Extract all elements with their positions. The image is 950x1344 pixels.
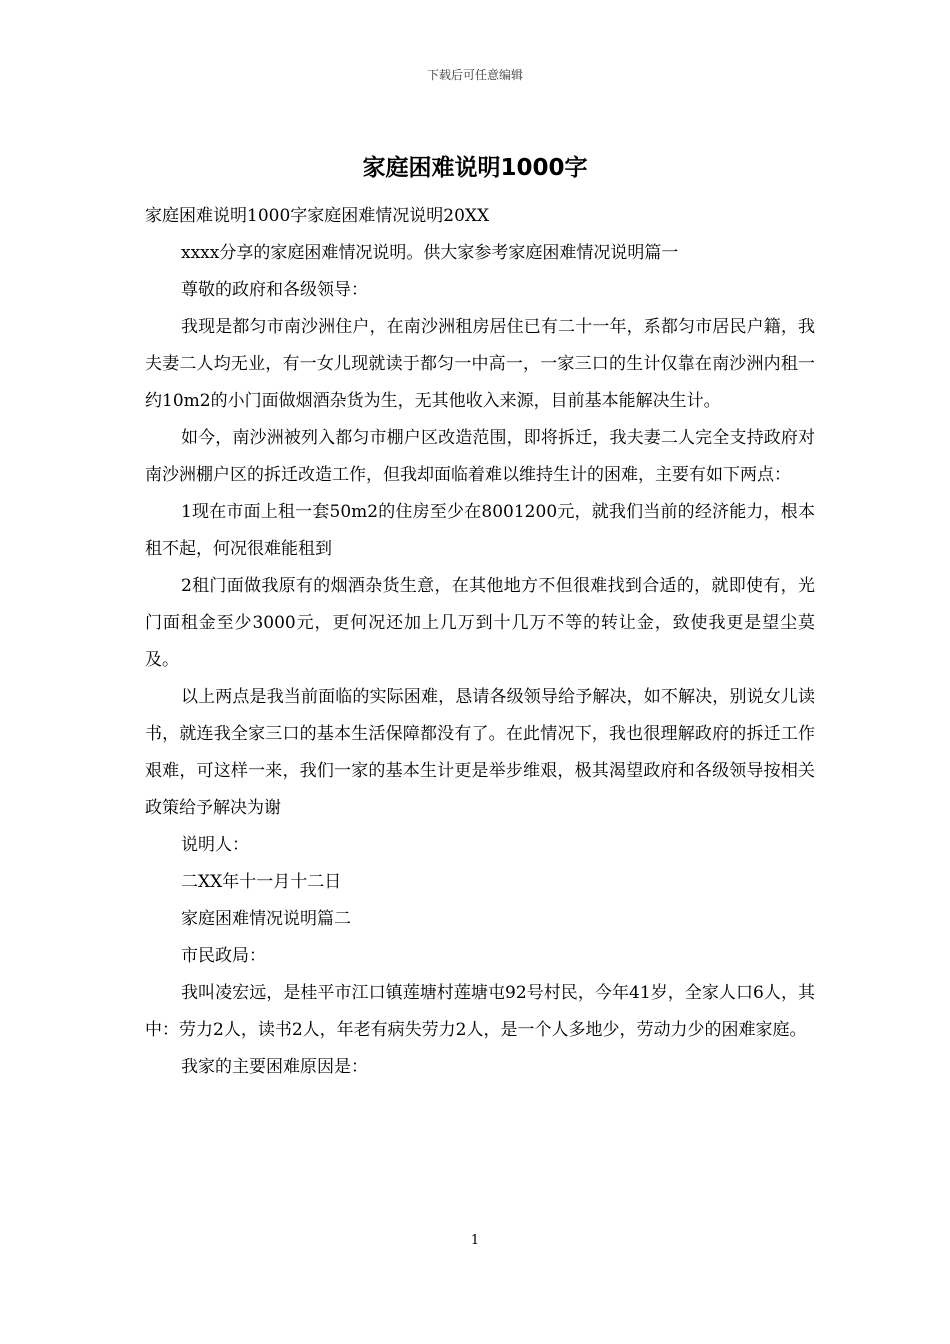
document-title: 家庭困难说明1000字 [362, 155, 588, 181]
paragraph-signature: 说明人： [181, 835, 249, 855]
paragraph-section-heading: 家庭困难情况说明篇二 [181, 909, 351, 929]
paragraph-intro: xxxx分享的家庭困难情况说明。供大家参考家庭困难情况说明篇一 [181, 243, 679, 263]
paragraph-body: 我现是都匀市南沙洲住户，在南沙洲租房居住已有二十一年，系都匀市居民户籍，我夫妻二人均无业，有一女儿现就读于都匀一中高一，一家三口的生计仅靠在南沙洲内租一约10m2的小门面做烟酒杂货为生，无其他收入来源，目前基本能解决生计。 [145, 317, 815, 411]
paragraph-body: 我叫凌宏远，是桂平市江口镇莲塘村莲塘屯92号村民，今年41岁，全家人口6人，其中：劳力2人，读书2人，年老有病失劳力2人，是一个人多地少，劳动力少的困难家庭。 [145, 983, 815, 1040]
document-body [145, 198, 815, 1086]
paragraph-body: 1现在市面上租一套50m2的住房至少在8001200元，就我们当前的经济能力，根本租不起，何况很难能租到 [145, 502, 815, 559]
paragraph-body: 如今，南沙洲被列入都匀市棚户区改造范围，即将拆迁，我夫妻二人完全支持政府对南沙洲棚户区的拆迁改造工作，但我却面临着难以维持生计的困难，主要有如下两点： [145, 428, 815, 485]
paragraph-salutation: 市民政局： [181, 946, 266, 966]
paragraph-body: 以上两点是我当前面临的实际困难，恳请各级领导给予解决，如不解决，别说女儿读书，就连我全家三口的基本生活保障都没有了。在此情况下，我也很理解政府的拆迁工作艰难，可这样一来，我们一家的基本生计更是举步维艰，极其渴望政府和各级领导按相关政策给予解决为谢 [145, 687, 815, 818]
paragraph-subtitle: 家庭困难说明1000字家庭困难情况说明20XX [145, 206, 490, 226]
paragraph-salutation: 尊敬的政府和各级领导： [181, 280, 368, 300]
paragraph-body: 我家的主要困难原因是： [181, 1057, 368, 1077]
header-note: 下载后可任意编辑 [426, 68, 523, 82]
paragraph-body: 2租门面做我原有的烟酒杂货生意，在其他地方不但很难找到合适的，就即使有，光门面租金至少3000元，更何况还加上几万到十几万不等的转让金，致使我更是望尘莫及。 [145, 576, 815, 670]
paragraph-date: 二XX年十一月十二日 [181, 872, 342, 892]
page-number: 1 [470, 1233, 480, 1248]
